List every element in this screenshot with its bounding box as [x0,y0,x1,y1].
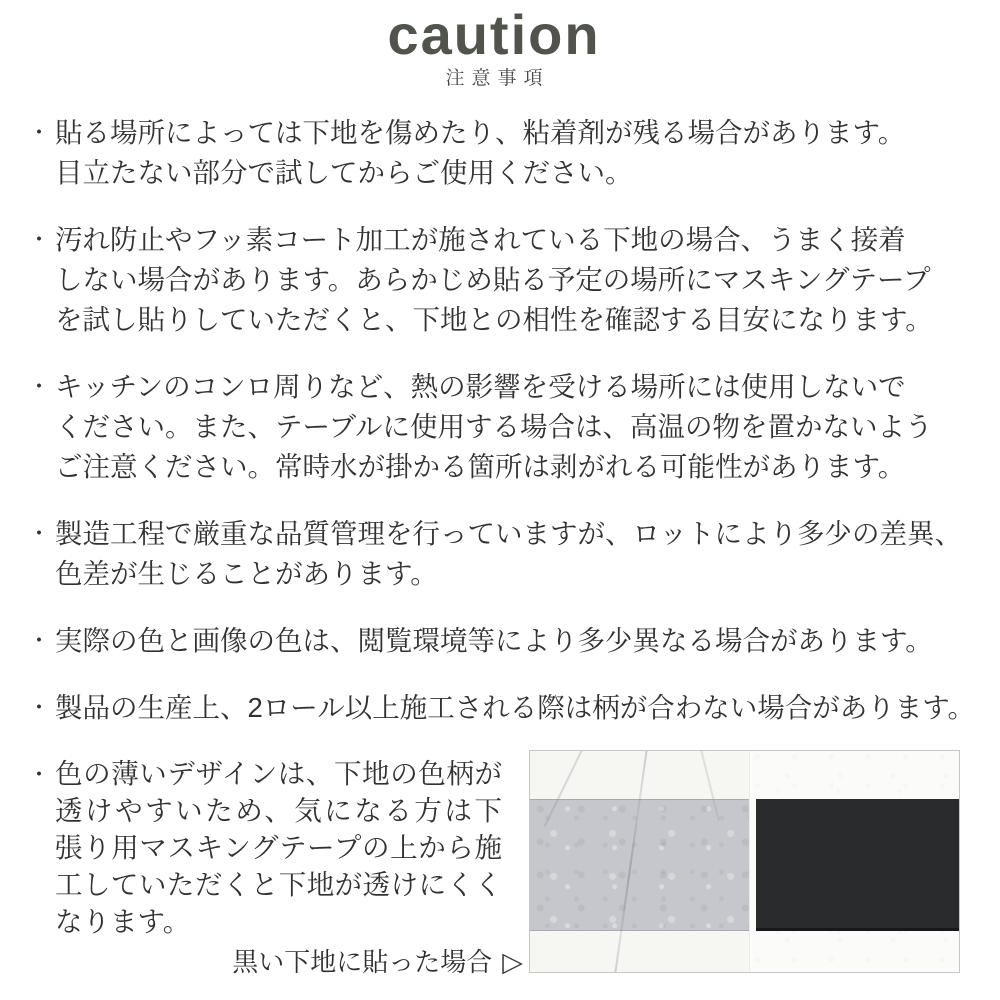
note-item-7 [28,755,523,940]
note-line: 製品の生産上、2ロール以上施工される際は柄が合わない場合があります。 [55,692,976,723]
bullet-dot: ・ [28,628,51,653]
header [28,3,960,91]
note-line: なります。 [55,906,191,937]
note-text [55,367,960,487]
photo-black-backing-side [749,751,959,972]
comparison-photo [529,750,960,973]
note-text [55,621,960,661]
note-item-6 [28,688,976,728]
note-text [55,514,962,594]
note-line: ください。また、テーブルに使用する場合は、高温の物を置かないよう [55,411,933,442]
note-line: 工していただくと下地が透けにくく [55,869,502,900]
photo-caption-text: 黒い下地に貼った場合 [232,947,493,977]
note-line: 貼る場所によっては下地を傷めたり、粘着剤が残る場合があります。 [55,117,906,148]
note-line: ご注意ください。常時水が掛かる箇所は剥がれる可能性があります。 [55,451,906,482]
note-line: キッチンのコンロ周りなど、熱の影響を受ける場所には使用しないで [55,371,906,402]
note-text [55,755,502,940]
photo-white-backing-side [530,751,749,972]
note-line: 汚れ防止やフッ素コート加工が施されている下地の場合、うまく接着 [55,224,906,255]
photo-caption [28,945,523,979]
note-line: を試し貼りしていただくと、下地との相性を確認する目安になります。 [55,304,933,335]
page-subtitle: 注意事項 [445,68,550,89]
bullet-dot: ・ [28,695,51,720]
page-title: caution [387,3,601,66]
note-line: 実際の色と画像の色は、閲覧環境等により多少異なる場合があります。 [55,625,933,656]
note-line: 製造工程で厳重な品質管理を行っていますが、ロットにより多少の差異、 [55,518,962,549]
note-text [55,688,975,728]
last-note-column [28,755,523,979]
note-text [55,113,960,193]
note-item-1 [28,113,960,193]
note-item-5 [28,621,960,661]
note-line: 色の薄いデザインは、下地の色柄が [55,758,502,789]
note-line: しない場合があります。あらかじめ貼る予定の場所にマスキングテープ [55,264,931,295]
note-item-4 [28,514,960,594]
triangle-right-icon: ▷ [502,947,523,977]
note-line: 張り用マスキングテープの上から施 [55,832,502,863]
note-line: 透けやすいため、気になる方は下 [55,795,502,826]
notes-list [28,113,976,728]
note-text [55,220,960,340]
photo-sample-on-black [756,799,959,931]
bullet-dot: ・ [28,227,51,252]
note-line: 目立たない部分で試してからご使用ください。 [55,157,633,188]
bullet-dot: ・ [28,120,51,145]
bullet-dot: ・ [28,762,51,787]
bullet-dot: ・ [28,374,51,399]
photo-sample-on-white [530,799,749,931]
note-item-3 [28,367,960,487]
note-line: 色差が生じることがあります。 [55,558,438,589]
bottom-section [28,755,960,979]
note-item-2 [28,220,960,340]
bullet-dot: ・ [28,521,51,546]
